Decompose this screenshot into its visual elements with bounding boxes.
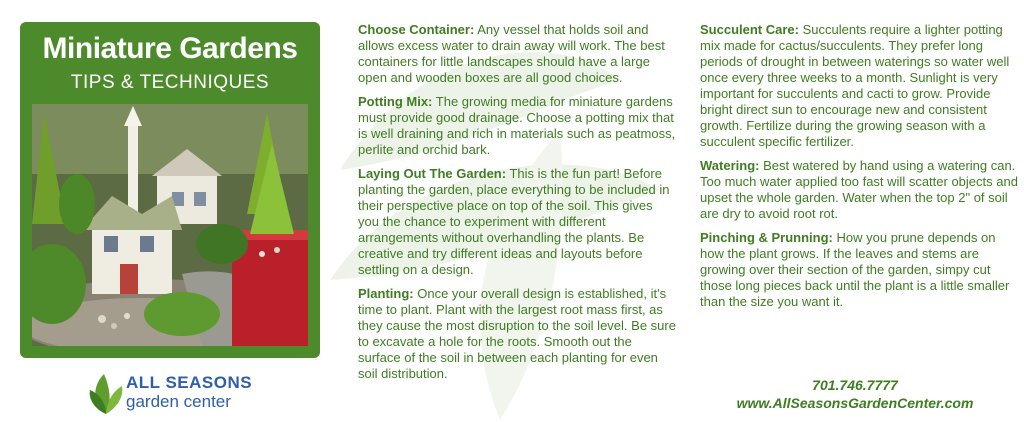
brand-tagline: garden center xyxy=(126,392,231,411)
contact-block xyxy=(700,376,1010,412)
section-heading: Succulent Care: xyxy=(700,22,799,37)
card-title: Miniature Gardens xyxy=(42,32,298,65)
section-watering xyxy=(700,158,1020,222)
section-heading: Watering: xyxy=(700,158,760,173)
title-card xyxy=(20,22,320,358)
brand-logo xyxy=(86,370,256,416)
phone-number: 701.746.7777 xyxy=(812,377,898,393)
section-choose-container xyxy=(358,22,676,86)
section-body: Once your overall design is established, it's time to plant. Plant with the largest root mass first, as they cause the most disruption to the soil level. Be sure to excavate a hole for the roots. Smooth out the surface of the soil in between each planting for even soil distribution. xyxy=(358,286,676,381)
garden-photo xyxy=(32,104,308,346)
section-body: Any vessel that holds soil and allows excess water to drain away will work. The best containers for little landscapes should have a large open and wooden boxes are all good choices. xyxy=(358,22,665,85)
website-url: www.AllSeasonsGardenCenter.com xyxy=(736,395,974,411)
tips-column-1 xyxy=(358,22,676,390)
section-laying-out xyxy=(358,166,676,278)
leaf-logo-icon xyxy=(86,370,126,416)
card-subtitle: TIPS & TECHNIQUES xyxy=(70,72,270,93)
section-planting xyxy=(358,286,676,382)
section-heading: Potting Mix: xyxy=(358,94,433,109)
section-potting-mix xyxy=(358,94,676,158)
section-body: Best watered by hand using a watering can. Too much water applied too fast will scatter objects and upset the whole garden. Water when the top 2" of soil are dry to avoid root rot. xyxy=(700,158,1018,221)
section-succulent-care xyxy=(700,22,1020,150)
section-heading: Laying Out The Garden: xyxy=(358,166,507,181)
section-body: This is the fun part! Before planting the garden, place everything to be included in their perspective place on top of the soil. This gives you the chance to experiment with different arrangements without overhandling the plants. Be creative and try different ideas and layouts before settling on a design. xyxy=(358,166,670,277)
section-body: The growing media for miniature gardens must provide good drainage. Choose a potting mix that is well draining and rich in materials such as peatmoss, perlite and orchid bark. xyxy=(358,94,676,157)
section-heading: Pinching & Prunning: xyxy=(700,230,833,245)
section-body: Succulents require a lighter potting mix made for cactus/succulents. They prefer long periods of drought in between waterings so water well once every three weeks to a month. Sunlight is very important for succulents and cacti to grow. Provide bright direct sun to encourage new and consistent growth. Fertilize during the growing season with a succulent specific fertilizer. xyxy=(700,22,1010,149)
section-pinching-pruning xyxy=(700,230,1020,310)
section-body: How you prune depends on how the plant grows. If the leaves and stems are growing over their section of the garden, simpy cut those long pieces back until the plant is a little smaller than the size you want it. xyxy=(700,230,1010,309)
section-heading: Planting: xyxy=(358,286,414,301)
section-heading: Choose Container: xyxy=(358,22,475,37)
tips-column-2 xyxy=(700,22,1020,318)
brand-name: ALL SEASONS xyxy=(126,373,253,392)
